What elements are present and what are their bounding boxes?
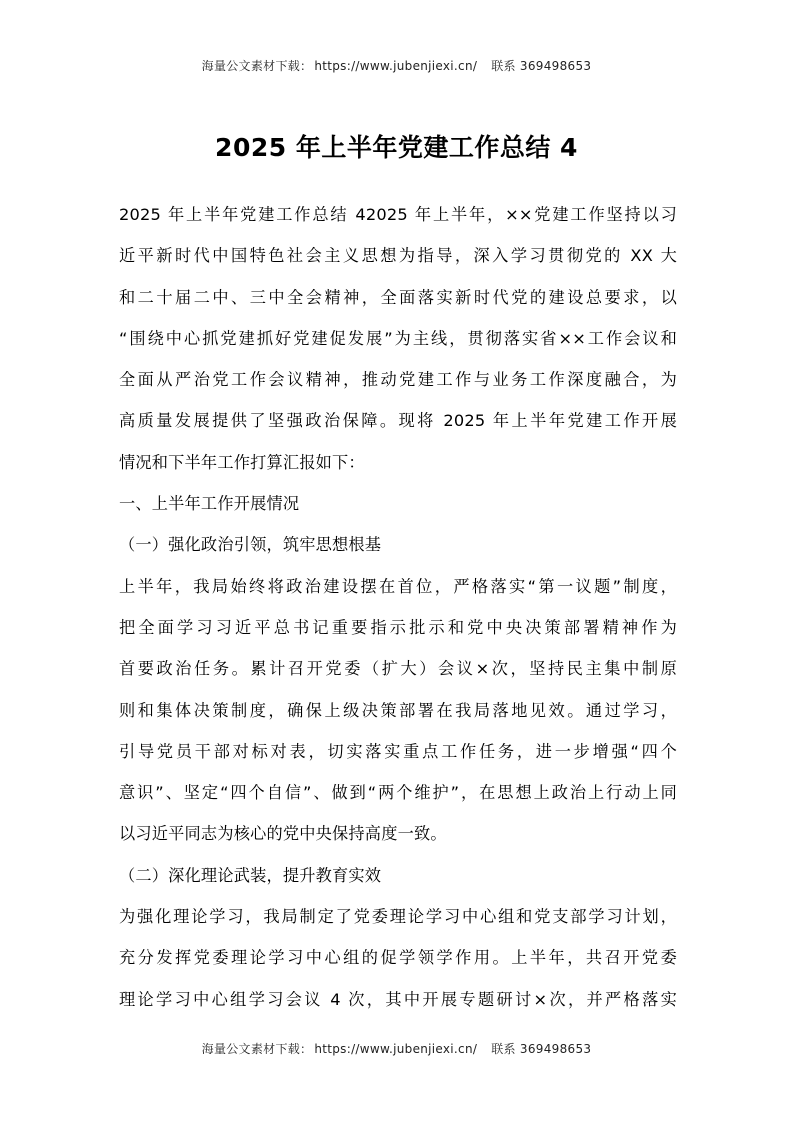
footer-contact: 联系 369498653 — [491, 1042, 592, 1056]
body-line: 一、上半年工作开展情况 — [119, 494, 300, 514]
document-body — [119, 194, 677, 1020]
header-label: 海量公文素材下载： — [201, 59, 313, 73]
body-line: 引导党员干部对标对表，切实落实重点工作任务，进一步增强“四个 — [119, 741, 677, 761]
body-line: 和二十届二中、三中全会精神，全面落实新时代党的建设总要求，以 — [119, 287, 677, 307]
body-line: 充分发挥党委理论学习中心组的促学领学作用。上半年，共召开党委 — [119, 948, 677, 968]
body-line: 首要政治任务。累计召开党委（扩大）会议×次，坚持民主集中制原 — [119, 659, 677, 679]
header-contact: 联系 369498653 — [491, 59, 592, 73]
document-title: 2025 年上半年党建工作总结 4 — [215, 133, 578, 162]
body-line: 高质量发展提供了坚强政治保障。现将 2025 年上半年党建工作开展 — [119, 411, 677, 431]
page-header — [0, 57, 793, 74]
footer-link[interactable]: https://www.jubenjiexi.cn/ — [314, 1042, 478, 1056]
body-line: 把全面学习习近平总书记重要指示批示和党中央决策部署精神作为 — [119, 617, 677, 637]
body-line: 2025 年上半年党建工作总结 42025 年上半年，××党建工作坚持以习 — [119, 205, 677, 224]
body-line: 以习近平同志为核心的党中央保持高度一致。 — [119, 824, 447, 844]
body-line: （二）深化理论武装，提升教育实效 — [119, 865, 382, 885]
header-link[interactable]: https://www.jubenjiexi.cn/ — [314, 59, 478, 73]
body-line: 上半年，我局始终将政治建设摆在首位，严格落实“第一议题”制度， — [119, 576, 677, 596]
body-line: 则和集体决策制度，确保上级决策部署在我局落地见效。通过学习， — [119, 700, 677, 720]
page-footer — [0, 1040, 793, 1057]
body-line: 理论学习中心组学习会议 4 次，其中开展专题研讨×次，并严格落实 — [119, 989, 677, 1009]
body-line: 全面从严治党工作会议精神，推动党建工作与业务工作深度融合，为 — [119, 370, 677, 390]
body-line: 意识”、坚定“四个自信”、做到“两个维护”，在思想上政治上行动上同 — [119, 783, 677, 803]
body-line: （一）强化政治引领，筑牢思想根基 — [119, 535, 382, 555]
footer-label: 海量公文素材下载： — [201, 1042, 313, 1056]
body-line: 情况和下半年工作打算汇报如下： — [119, 452, 365, 472]
body-line: “围绕中心抓党建抓好党建促发展”为主线，贯彻落实省××工作会议和 — [119, 328, 677, 348]
body-line: 近平新时代中国特色社会主义思想为指导，深入学习贯彻党的 XX 大 — [119, 246, 677, 266]
body-line: 为强化理论学习，我局制定了党委理论学习中心组和党支部学习计划， — [119, 907, 677, 927]
